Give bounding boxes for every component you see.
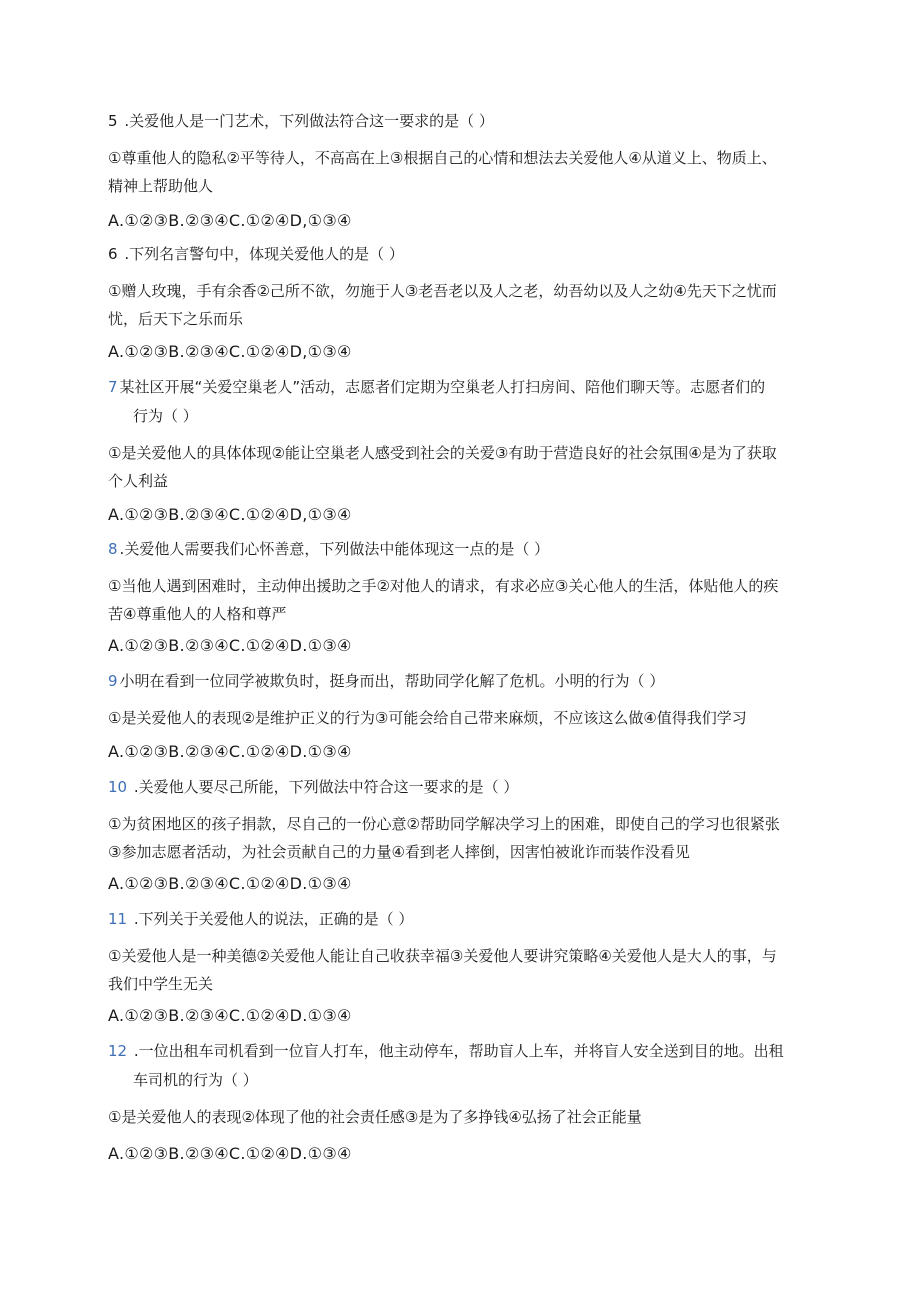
question-text: .下列关于关爱他人的说法，正确的是（ ） <box>129 910 414 928</box>
question-5-options: A.①②③B.②③④C.①②④D,①③④ <box>108 211 352 230</box>
question-7-stem <box>108 376 808 398</box>
question-10-choices-cont: ③参加志愿者活动，为社会贡献自己的力量④看到老人摔倒，因害怕被讹诈而装作没看见 <box>108 843 690 861</box>
question-6-options: A.①②③B.②③④C.①②④D,①③④ <box>108 342 352 361</box>
question-text: .关爱他人要尽己所能，下列做法中符合这一要求的是（ ） <box>129 778 519 796</box>
question-number: 11 <box>108 910 128 928</box>
question-number: 5 <box>108 112 118 130</box>
question-12-choices: ①是关爱他人的表现②体现了他的社会责任感③是为了多挣钱④弘扬了社会正能量 <box>108 1108 642 1126</box>
question-9-choices: ①是关爱他人的表现②是维护正义的行为③可能会给自己带来麻烦，不应该这么做④值得我们学习 <box>108 709 747 727</box>
question-12-options: A.①②③B.②③④C.①②④D.①③④ <box>108 1144 352 1163</box>
question-5-choices: ①尊重他人的隐私②平等待人，不高高在上③根据自己的心情和想法去关爱他人④从道义上、物质上、 <box>108 149 777 167</box>
question-11-choices-cont: 我们中学生无关 <box>108 975 214 993</box>
question-number: 10 <box>108 778 128 796</box>
question-9-stem <box>108 670 808 692</box>
question-10-options: A.①②③B.②③④C.①②④D.①③④ <box>108 874 352 893</box>
question-number: 12 <box>108 1042 128 1060</box>
question-number: 9 <box>108 672 118 690</box>
question-9-options: A.①②③B.②③④C.①②④D.①③④ <box>108 742 352 761</box>
question-11-choices: ①关爱他人是一种美德②关爱他人能让自己收获幸福③关爱他人要讲究策略④关爱他人是大人的事，与 <box>108 947 777 965</box>
question-text: .关爱他人需要我们心怀善意，下列做法中能体现这一点的是（ ） <box>119 540 550 558</box>
question-5-choices-cont: 精神上帮助他人 <box>108 177 214 195</box>
question-7-choices: ①是关爱他人的具体体现②能让空巢老人感受到社会的关爱③有助于营造良好的社会氛围④是为了获取 <box>108 444 777 462</box>
question-11-options: A.①②③B.②③④C.①②④D.①③④ <box>108 1006 352 1025</box>
question-6-choices-cont: 忧，后天下之乐而乐 <box>108 310 244 328</box>
question-7-options: A.①②③B.②③④C.①②④D,①③④ <box>108 505 352 524</box>
question-text: .下列名言警句中，体现关爱他人的是（ ） <box>119 245 404 263</box>
question-8-options: A.①②③B.②③④C.①②④D.①③④ <box>108 636 352 655</box>
question-7-choices-cont: 个人利益 <box>108 472 169 490</box>
question-10-stem <box>108 776 808 798</box>
question-text: 某社区开展“关爱空巢老人”活动，志愿者们定期为空巢老人打扫房间、陪他们聊天等。志愿者们的 <box>119 378 766 396</box>
question-11-stem <box>108 908 808 930</box>
question-12-stem-cont: 车司机的行为（ ） <box>133 1071 258 1089</box>
question-12-stem <box>108 1040 808 1062</box>
question-number: 7 <box>108 378 118 396</box>
question-8-choices-cont: 苦④尊重他人的人格和尊严 <box>108 605 287 623</box>
question-6-stem <box>108 243 808 265</box>
question-5-stem <box>108 110 808 132</box>
question-6-choices: ①赠人玫瑰，手有余香②己所不欲，勿施于人③老吾老以及人之老，幼吾幼以及人之幼④先天下之忧而 <box>108 282 777 300</box>
question-number: 8 <box>108 540 118 558</box>
question-7-stem-cont: 行为（ ） <box>133 407 198 425</box>
question-text: 小明在看到一位同学被欺负时，挺身而出，帮助同学化解了危机。小明的行为（ ） <box>119 672 665 690</box>
question-number: 6 <box>108 245 118 263</box>
question-text: .一位出租车司机看到一位盲人打车，他主动停车，帮助盲人上车，并将盲人安全送到目的地。出租 <box>129 1042 784 1060</box>
question-text: .关爱他人是一门艺术，下列做法符合这一要求的是（ ） <box>119 112 494 130</box>
question-8-choices: ①当他人遇到困难时，主动伸出援助之手②对他人的请求，有求必应③关心他人的生活，体贴他人的疾 <box>108 577 779 595</box>
question-10-choices: ①为贫困地区的孩子捐款，尽自己的一份心意②帮助同学解决学习上的困难，即使自己的学习也很紧张 <box>108 815 780 833</box>
question-8-stem <box>108 538 808 560</box>
